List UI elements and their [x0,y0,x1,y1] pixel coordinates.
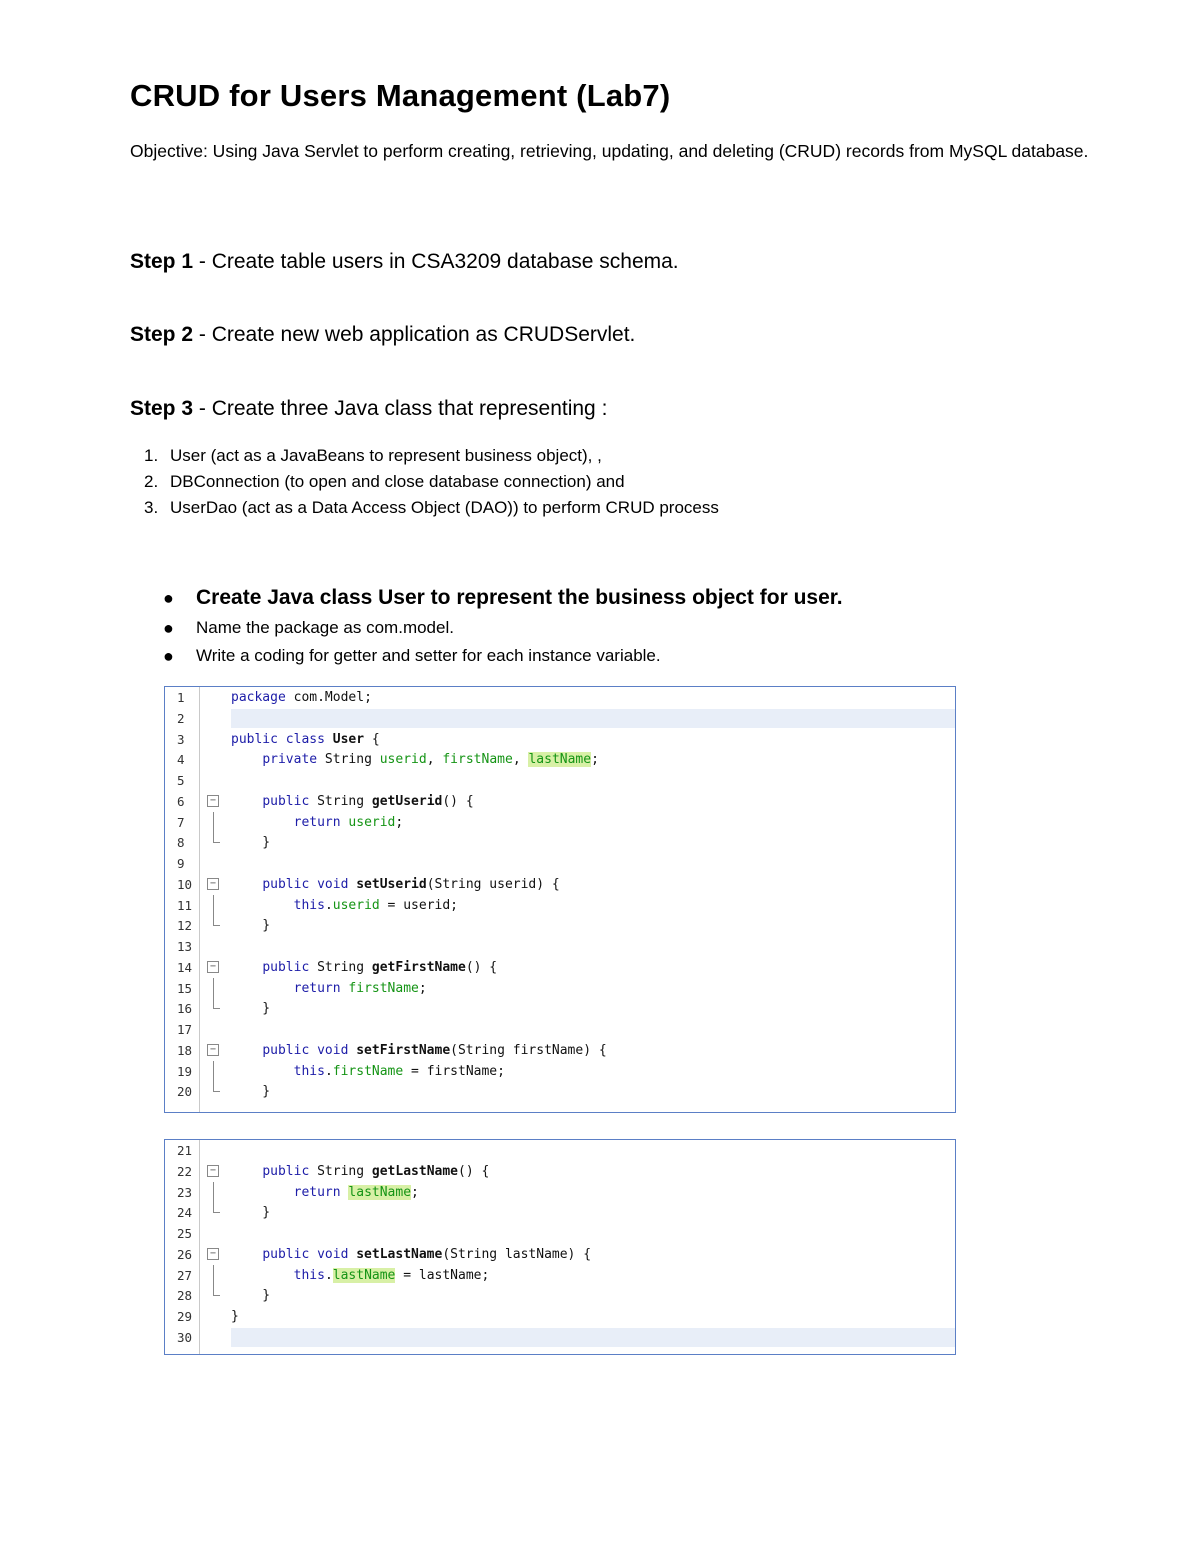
list-text: User (act as a JavaBeans to represent business object), , [170,446,602,465]
line-number: 24 [177,1205,193,1221]
step-text: - Create three Java class that representing : [193,397,608,420]
list-number: 1. [144,446,159,465]
line-number: 19 [177,1063,193,1079]
list-item [130,614,843,642]
objective-label: Objective: [130,141,208,161]
line-number: 28 [177,1288,193,1304]
code-line: 15 return firstName; [165,978,955,999]
line-number: 7 [177,814,185,830]
list-item [130,642,843,670]
bullet-icon: ● [163,588,174,608]
line-number: 3 [177,731,185,747]
collapse-icon: − [207,1044,219,1056]
document-title: CRUD for Users Management (Lab7) [130,78,671,113]
line-number: 1 [177,690,185,705]
code-line [165,1140,955,1161]
list-number: 2. [144,472,159,491]
bullet-list [130,582,843,670]
step-label: Step 1 [130,250,194,273]
code-line: 8 } [165,832,955,853]
line-number: 22 [177,1163,193,1179]
step-2 [130,323,635,347]
code-line: 18 − public void setFirstName(String firstName) { [177,1042,607,1058]
line-number: 27 [177,1267,193,1283]
bullet-icon: ● [163,646,174,666]
code-line [165,853,955,874]
line-number: 5 [177,773,185,788]
class-list [130,443,719,521]
code-screenshot-1 [164,686,956,1113]
code-line: 28 } [165,1285,955,1306]
step-label: Step 3 [130,397,194,420]
objective [130,138,1090,164]
line-number: 6 [177,793,185,809]
code-line: 7 return userid; [165,812,955,833]
code-line: 19 this.firstName = firstName; [165,1061,955,1082]
line-number: 8 [177,835,185,851]
code-line: 3 public class User { [177,731,380,747]
collapse-icon: − [207,878,219,890]
code-line: 23 return lastName; [165,1182,955,1203]
bullet-text: Name the package as com.model. [196,618,454,637]
line-number: 9 [177,856,185,871]
code-line: 14 − public String getFirstName() { [177,959,498,975]
code-line: 12 } [165,915,955,936]
code-line: 24 } [165,1202,955,1223]
objective-text: Using Java Servlet to perform creating, retrieving, updating, and deleting (CRUD) records from MySQL database. [207,141,1089,161]
line-number: 20 [177,1084,193,1100]
list-text: DBConnection (to open and close database connection) and [170,472,625,491]
step-3 [130,397,607,421]
code-screenshot-2 [164,1139,956,1355]
line-number: 14 [177,959,193,975]
collapse-icon: − [207,795,219,807]
line-number: 29 [177,1309,193,1324]
code-line: 20 } [165,1081,955,1102]
code-line: 4 private String userid, firstName, lastName; [177,752,599,768]
code-line: 10 − public void setUserid(String userid) { [177,876,560,892]
line-number: 2 [177,710,185,726]
collapse-icon: − [207,1248,219,1260]
code-line: 26 − public void setLastName(String lastName) { [177,1246,592,1262]
line-number: 12 [177,918,193,934]
code-line [165,708,955,729]
step-text: - Create table users in CSA3209 database schema. [193,250,679,273]
list-item [130,495,719,521]
line-number: 26 [177,1246,193,1262]
code-line: 29 } [177,1309,239,1324]
bullet-icon: ● [163,618,174,638]
line-number: 17 [177,1022,193,1037]
collapse-icon: − [207,961,219,973]
line-number: 13 [177,939,193,954]
step-text: - Create new web application as CRUDServlet. [193,323,636,346]
line-number: 25 [177,1226,193,1241]
step-label: Step 2 [130,323,194,346]
code-line: 22 − public String getLastName() { [177,1163,490,1179]
line-number: 11 [177,897,193,913]
line-number: 23 [177,1184,193,1200]
list-item [130,469,719,495]
code-line [165,936,955,957]
code-line: 16 } [165,998,955,1019]
step-1 [130,250,679,274]
code-line: 11 this.userid = userid; [165,895,955,916]
code-line [165,1327,955,1348]
line-number: 15 [177,980,193,996]
line-number: 18 [177,1042,193,1058]
collapse-icon: − [207,1165,219,1177]
code-line: 1 package com.Model; [177,690,372,705]
list-text: UserDao (act as a Data Access Object (DAO)) to perform CRUD process [170,498,719,517]
bullet-text: Write a coding for getter and setter for each instance variable. [196,646,661,665]
line-number: 21 [177,1143,193,1158]
list-item [130,582,843,614]
line-number: 10 [177,876,193,892]
code-line: 6 − public String getUserid() { [177,793,474,809]
bullet-text: Create Java class User to represent the business object for user. [196,586,843,609]
code-line [165,770,955,791]
list-item [130,443,719,469]
code-line [165,1019,955,1040]
line-number: 16 [177,1001,193,1017]
line-number: 30 [177,1329,193,1345]
code-line: 27 this.lastName = lastName; [165,1265,955,1286]
list-number: 3. [144,498,159,517]
code-line [165,1223,955,1244]
line-number: 4 [177,752,185,768]
